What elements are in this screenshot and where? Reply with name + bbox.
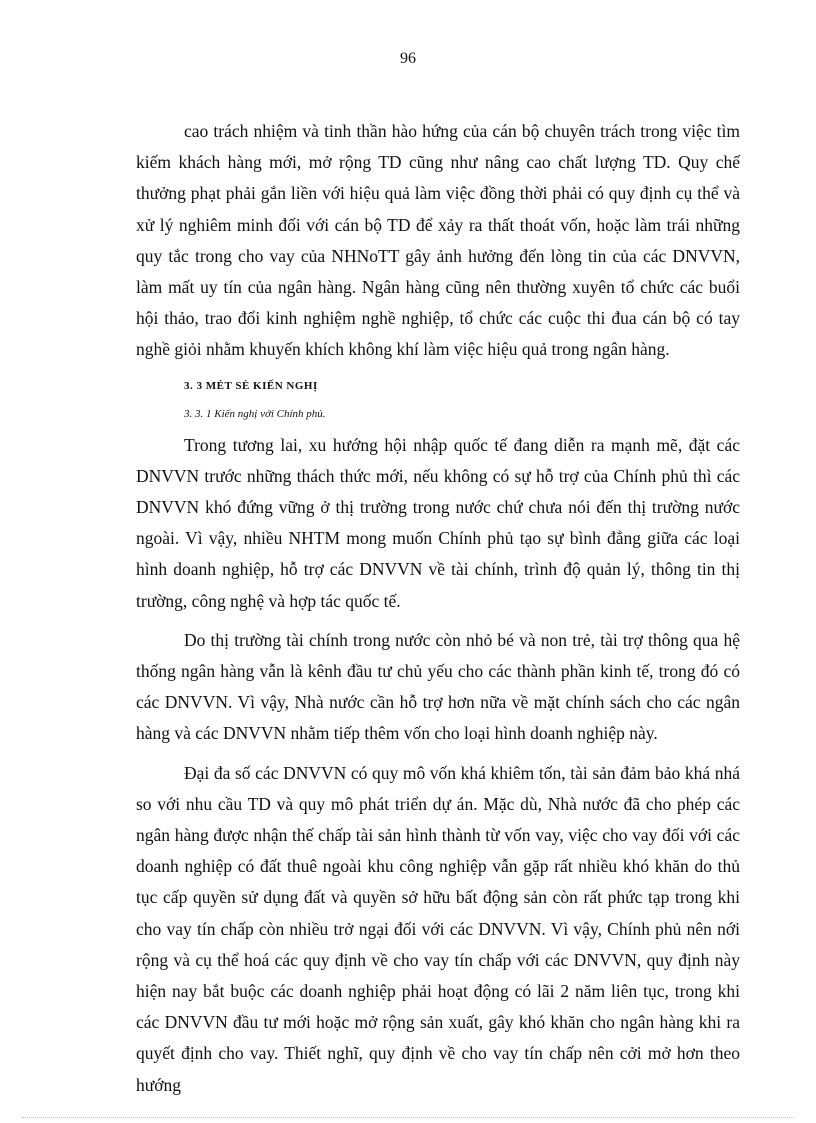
page-bottom-border — [22, 1117, 794, 1118]
body-paragraph-3: Do thị trường tài chính trong nước còn nhỏ bé và non trẻ, tài trợ thông qua hệ thống ngân hàng vẫn là kênh đầu tư chủ yếu cho các thành phần kinh tế, trong đó có các DNVVN. Vì vậy, Nhà nước cần hỗ trợ hơn nữa về mặt chính sách cho các ngân hàng và các DNVVN nhằm tiếp thêm vốn cho loại hình doanh nghiệp này. — [136, 629, 740, 744]
body-paragraph-4: Đại đa số các DNVVN có quy mô vốn khá khiêm tốn, tài sản đảm bảo khá nhá so với nhu cầu TD và quy mô phát triển dự án. Mặc dù, Nhà nước đã cho phép các ngân hàng được nhận thế chấp tài sản hình thành từ vốn vay, việc cho vay đối với các doanh nghiệp có đất thuê ngoài khu công nghiệp vẫn gặp rất nhiều khó khăn do thủ tục cấp quyền sử dụng đất và quyền sở hữu bất động sản còn rất phức tạp trong khi cho vay tín chấp còn nhiều trở ngại đối với các DNVVN. Vì vậy, Chính phủ nên nới rộng và cụ thể hoá các quy định về cho vay tín chấp với các DNVVN, quy định này hiện nay bắt buộc các doanh nghiệp phải hoạt động có lãi 2 năm liên tục, trong khi các DNVVN đầu tư mới hoặc mở rộng sản xuất, gây khó khăn cho ngân hàng khi ra quyết định cho vay. Thiết nghĩ, quy định về cho vay tín chấp nên cởi mở hơn theo hướng — [136, 762, 740, 1095]
body-paragraph-2: Trong tương lai, xu hướng hội nhập quốc tế đang diễn ra mạnh mẽ, đặt các DNVVN trước những thách thức mới, nếu không có sự hỗ trợ của Chính phủ thì các DNVVN khó đứng vững ở thị trường trong nước chứ chưa nói đến thị trường nước ngoài. Vì vậy, nhiều NHTM mong muốn Chính phủ tạo sự bình đẳng giữa các loại hình doanh nghiệp, hỗ trợ các DNVVN về tài chính, trình độ quản lý, thông tin thị trường, công nghệ và hợp tác quốc tế. — [136, 434, 740, 611]
page-number: 96 — [400, 50, 416, 67]
body-paragraph-1: cao trách nhiệm và tinh thần hào hứng của cán bộ chuyên trách trong việc tìm kiếm khách hàng mới, mở rộng TD cũng như nâng cao chất lượng TD. Quy chế thưởng phạt phải gắn liền với hiệu quả làm việc đồng thời phải có quy định cụ thể và xử lý nghiêm minh đối với cán bộ TD để xảy ra thất thoát vốn, hoặc làm trái những quy tắc trong cho vay của NHNoTT gây ảnh hưởng đến lòng tin của các DNVVN, làm mất uy tín của ngân hàng. Ngân hàng cũng nên thường xuyên tổ chức các buổi hội thảo, trao đổi kinh nghiệm nghề nghiệp, tổ chức các cuộc thi đua cán bộ có tay nghề giỏi nhằm khuyến khích không khí làm việc hiệu quả trong ngân hàng. — [136, 121, 740, 360]
sub-heading: 3. 3. 1 Kiến nghị với Chính phủ. — [184, 407, 326, 420]
section-heading: 3. 3 MÉT SÈ KIẾN NGHỊ — [184, 379, 318, 392]
page-body — [136, 116, 740, 1101]
